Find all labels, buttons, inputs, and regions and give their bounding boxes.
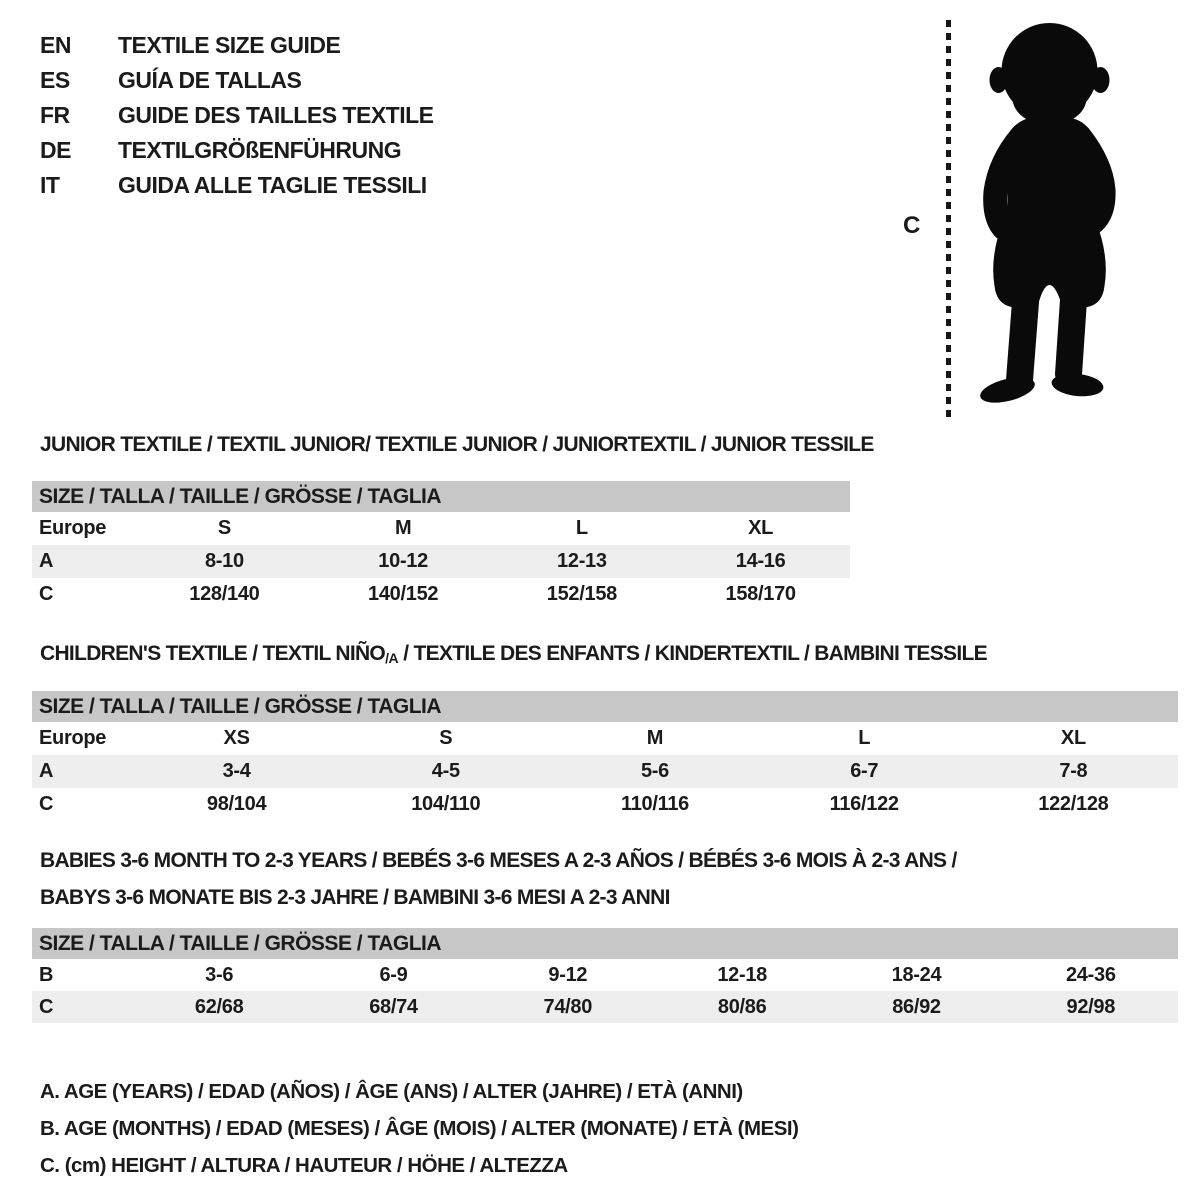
language-row [40,133,434,168]
table-row [32,755,1178,788]
size-cell: S [439,727,453,749]
babies-size-table [32,928,1178,1023]
section-title-line2: BABYS 3-6 MONATE BIS 2-3 JAHRE / BAMBINI 3-6 MESI A 2-3 ANNI [40,886,670,909]
table-row [32,722,1178,755]
size-cell: 122/128 [1038,793,1109,815]
legend [40,1073,798,1184]
row-label: C [39,793,54,815]
size-cell: 6-9 [379,963,408,986]
row-label: C [39,583,54,605]
row-label: Europe [39,517,107,539]
size-cell: 8-10 [204,550,244,572]
table-row [32,578,850,611]
guide-title: GUIDA ALLE TAGLIE TESSILI [118,172,427,198]
table-row [32,991,1178,1023]
language-code: DE [40,137,71,163]
size-cell: XL [748,517,774,539]
guide-title: TEXTILGRÖßENFÜHRUNG [118,137,402,163]
language-code: IT [40,172,60,198]
size-cell: 86/92 [892,995,941,1018]
language-title-list [40,28,434,203]
section-title-text: CHILDREN'S TEXTILE / TEXTIL NIÑO [40,642,386,665]
size-cell: 12-18 [717,963,767,986]
row-label: A [39,550,54,572]
table-row [32,788,1178,821]
guide-title: GUIDE DES TAILLES TEXTILE [118,102,434,128]
size-header-label: SIZE / TALLA / TAILLE / GRÖSSE / TAGLIA [39,931,442,955]
section-title-subscript: /A [385,650,399,666]
section-title-junior: JUNIOR TEXTILE / TEXTIL JUNIOR/ TEXTILE JUNIOR / JUNIORTEXTIL / JUNIOR TESSILE [40,433,874,456]
section-title-text: / TEXTILE DES ENFANTS / KINDERTEXTIL / BAMBINI TESSILE [398,642,987,665]
size-cell: 110/116 [620,793,689,815]
size-cell: 158/170 [725,583,796,605]
size-cell: 62/68 [194,995,244,1018]
size-cell: 80/86 [717,995,767,1018]
size-cell: 10-12 [378,550,428,572]
language-row [40,28,434,63]
size-cell: 3-4 [222,760,251,782]
guide-title: TEXTILE SIZE GUIDE [118,32,341,58]
size-cell: 152/158 [546,583,617,605]
size-cell: 104/110 [411,793,481,815]
size-header-bar [32,691,1178,722]
size-header-bar [32,481,850,512]
row-label: C [39,995,54,1018]
size-header-label: SIZE / TALLA / TAILLE / GRÖSSE / TAGLIA [39,694,442,718]
size-cell: 68/74 [369,995,418,1018]
size-cell: 4-5 [431,760,460,782]
toddler-silhouette-icon [960,14,1138,414]
legend-line-b: B. AGE (MONTHS) / EDAD (MESES) / ÂGE (MOIS) / ALTER (MONATE) / ETÀ (MESI) [40,1117,799,1140]
size-cell: 24-36 [1065,963,1116,986]
size-cell: M [394,517,412,539]
size-cell: 18-24 [891,963,942,986]
children-size-table [32,691,1178,821]
size-cell: 3-6 [205,963,234,986]
language-code: FR [40,102,70,128]
size-cell: L [575,517,588,539]
language-code: EN [40,32,71,58]
height-measure-label: C [903,212,921,239]
size-cell: 92/98 [1066,995,1116,1018]
size-cell: 9-12 [548,963,588,986]
size-cell: 12-13 [557,550,607,572]
table-row [32,512,850,545]
size-cell: 6-7 [850,760,879,782]
size-cell: S [217,517,231,539]
size-cell: 14-16 [735,550,786,572]
junior-size-table [32,481,850,611]
size-cell: 7-8 [1059,760,1088,782]
section-title-babies [40,842,1180,916]
language-row [40,63,434,98]
row-label: B [39,963,54,986]
guide-title: GUÍA DE TALLAS [118,67,302,93]
section-title-line1: BABIES 3-6 MONTH TO 2-3 YEARS / BEBÉS 3-6 MESES A 2-3 AÑOS / BÉBÉS 3-6 MOIS À 2-3 ANS / [40,849,957,872]
size-cell: 140/152 [368,583,439,605]
row-label: Europe [39,727,107,749]
size-cell: 98/104 [206,793,267,815]
section-title-children [40,642,987,666]
size-cell: 116/122 [829,793,899,815]
size-cell: 74/80 [543,995,593,1018]
size-cell: L [858,727,871,749]
size-header-label: SIZE / TALLA / TAILLE / GRÖSSE / TAGLIA [39,484,442,508]
row-label: A [39,760,54,782]
size-cell: 5-6 [640,760,669,782]
language-row [40,168,434,203]
legend-line-a: A. AGE (YEARS) / EDAD (AÑOS) / ÂGE (ANS) / ALTER (JAHRE) / ETÀ (ANNI) [40,1080,743,1103]
size-cell: XS [223,727,250,749]
language-code: ES [40,67,70,93]
language-row [40,98,434,133]
size-cell: M [646,727,664,749]
table-row [32,545,850,578]
height-measure-dotted-line [946,20,951,418]
table-row [32,959,1178,991]
size-cell: 128/140 [189,583,260,605]
legend-line-c: C. (cm) HEIGHT / ALTURA / HAUTEUR / HÖHE / ALTEZZA [40,1154,568,1177]
size-header-bar [32,928,1178,959]
size-cell: XL [1060,727,1086,749]
